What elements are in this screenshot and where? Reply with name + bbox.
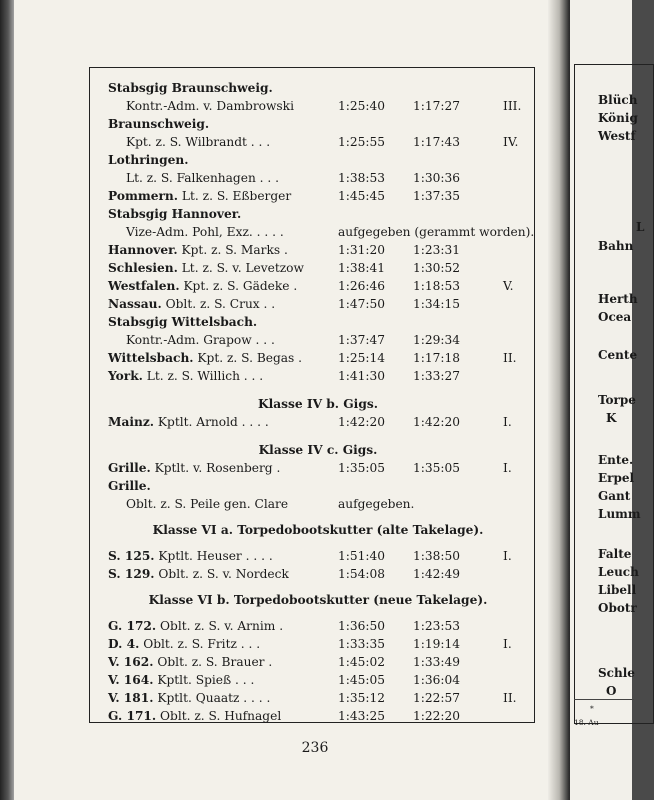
time-corrected: 1:42:20 xyxy=(413,415,460,429)
result-line xyxy=(108,495,528,513)
right-page-fragment: Falte xyxy=(598,547,632,561)
boat-name: V. 162. xyxy=(108,655,154,669)
boat-name: Hannover. xyxy=(108,243,178,257)
boat-entry xyxy=(108,205,241,223)
helmsman: Kontr.-Adm. Grapow . . . xyxy=(126,333,275,347)
result-line xyxy=(108,241,528,259)
result-line xyxy=(108,151,528,169)
right-page-footnote: * xyxy=(590,704,594,713)
time-actual: 1:38:41 xyxy=(338,261,385,275)
result-line xyxy=(108,653,528,671)
time-corrected: 1:36:04 xyxy=(413,673,460,687)
boat-entry xyxy=(108,635,260,653)
time-corrected: 1:18:53 xyxy=(413,279,460,293)
boat-entry xyxy=(108,689,270,707)
helmsman: Kptlt. Arnold . . . . xyxy=(154,415,269,429)
placing: I. xyxy=(503,549,512,563)
result-line xyxy=(108,459,528,477)
time-actual: 1:38:53 xyxy=(338,171,385,185)
boat-entry xyxy=(126,97,294,115)
result-line xyxy=(108,295,528,313)
boat-entry xyxy=(108,367,263,385)
boat-name: S. 129. xyxy=(108,567,155,581)
helmsman: Kontr.-Adm. v. Dambrowski xyxy=(126,99,294,113)
result-line xyxy=(108,205,528,223)
time-actual: 1:25:40 xyxy=(338,99,385,113)
result-line xyxy=(108,133,528,151)
helmsman: Kpt. z. S. Gädeke . xyxy=(179,279,298,293)
right-page-fragment: Westf xyxy=(598,129,636,143)
boat-entry xyxy=(126,223,284,241)
right-page-fragment: Torpe xyxy=(598,393,636,407)
boat-name: Stabsgig Hannover. xyxy=(108,207,242,221)
helmsman: Kptlt. Quaatz . . . . xyxy=(153,691,271,705)
boat-entry xyxy=(108,565,289,583)
time-actual: 1:25:55 xyxy=(338,135,385,149)
helmsman: Oblt. z. S. Fritz . . . xyxy=(139,637,261,651)
time-actual: 1:43:25 xyxy=(338,709,385,723)
boat-name: V. 181. xyxy=(108,691,154,705)
result-line xyxy=(108,79,528,97)
footnote-rule xyxy=(574,699,634,700)
time-corrected: 1:33:27 xyxy=(413,369,460,383)
right-page-fragment: Leuch xyxy=(598,565,639,579)
result-line xyxy=(108,671,528,689)
helmsman: Lt. z. S. Eßberger xyxy=(178,189,292,203)
class-heading: Klasse VI b. Torpedobootskutter (neue Takelage). xyxy=(148,593,488,607)
result-line xyxy=(108,169,528,187)
boat-name: Westfalen. xyxy=(108,279,180,293)
boat-name: Mainz. xyxy=(108,415,155,429)
boat-entry xyxy=(108,295,275,313)
time-corrected: 1:19:14 xyxy=(413,637,460,651)
right-page-fragment: Schle xyxy=(598,666,635,680)
boat-entry xyxy=(108,459,280,477)
boat-name: Stabsgig Braunschweig. xyxy=(108,81,273,95)
boat-entry xyxy=(108,547,273,565)
boat-name: Grille. xyxy=(108,479,151,493)
time-actual: 1:26:46 xyxy=(338,279,385,293)
result-line xyxy=(108,477,528,495)
placing: I. xyxy=(503,461,512,475)
boat-name: Stabsgig Wittelsbach. xyxy=(108,315,258,329)
boat-entry xyxy=(126,133,270,151)
boat-name: Schlesien. xyxy=(108,261,178,275)
result-line xyxy=(108,635,528,653)
right-page-fragment: Libell xyxy=(598,583,637,597)
result-line xyxy=(108,689,528,707)
time-corrected: 1:22:57 xyxy=(413,691,460,705)
right-page-footnote: 18. Au xyxy=(574,718,599,727)
time-corrected: 1:38:50 xyxy=(413,549,460,563)
right-page-fragment: König xyxy=(598,111,638,125)
time-corrected: 1:17:27 xyxy=(413,99,460,113)
boat-entry xyxy=(108,617,283,635)
boat-name: Lothringen. xyxy=(108,153,189,167)
result-line xyxy=(108,331,528,349)
class-heading: Klasse IV c. Gigs. xyxy=(258,443,378,457)
helmsman: Oblt. z. S. Peile gen. Clare xyxy=(126,497,289,511)
time-corrected: 1:42:49 xyxy=(413,567,460,581)
placing: II. xyxy=(503,691,517,705)
result-line xyxy=(108,97,528,115)
helmsman: Oblt. z. S. v. Nordeck xyxy=(154,567,289,581)
time-actual: 1:45:05 xyxy=(338,673,385,687)
time-corrected: 1:30:52 xyxy=(413,261,460,275)
boat-entry xyxy=(108,313,257,331)
boat-entry xyxy=(108,79,273,97)
time-actual: 1:31:20 xyxy=(338,243,385,257)
right-page-fragment: Lumm xyxy=(598,507,641,521)
time-actual: 1:25:14 xyxy=(338,351,385,365)
helmsman: Kptlt. Spieß . . . xyxy=(153,673,255,687)
result-line xyxy=(108,617,528,635)
result-line xyxy=(108,349,528,367)
placing: II. xyxy=(503,351,517,365)
time-corrected: 1:29:34 xyxy=(413,333,460,347)
helmsman: Oblt. z. S. Crux . . xyxy=(161,297,276,311)
time-actual: 1:37:47 xyxy=(338,333,385,347)
time-actual: 1:51:40 xyxy=(338,549,385,563)
right-page xyxy=(570,0,645,800)
page-number: 236 xyxy=(301,740,329,756)
right-page-fragment: Cente xyxy=(598,348,638,362)
result-line xyxy=(108,277,528,295)
boat-name: D. 4. xyxy=(108,637,140,651)
helmsman: Lt. z. S. v. Levetzow xyxy=(177,261,304,275)
placing: III. xyxy=(503,99,522,113)
boat-name: York. xyxy=(108,369,143,383)
time-corrected: 1:17:43 xyxy=(413,135,460,149)
time-corrected: 1:23:53 xyxy=(413,619,460,633)
helmsman: Kptlt. v. Rosenberg . xyxy=(150,461,281,475)
boat-name: Nassau. xyxy=(108,297,162,311)
boat-name: Wittelsbach. xyxy=(108,351,194,365)
helmsman: Kptlt. Heuser . . . . xyxy=(154,549,273,563)
placing: V. xyxy=(503,279,514,293)
time-actual: aufgegeben. xyxy=(338,497,415,511)
boat-entry xyxy=(108,707,281,725)
result-line xyxy=(108,223,535,241)
right-page-fragment: Gant xyxy=(598,489,631,503)
boat-name: Grille. xyxy=(108,461,151,475)
helmsman: Kpt. z. S. Wilbrandt . . . xyxy=(126,135,271,149)
right-page-fragment: Ocea xyxy=(598,310,632,324)
right-page-fragment: Erpel xyxy=(598,471,635,485)
boat-entry xyxy=(108,187,291,205)
boat-entry xyxy=(108,151,188,169)
right-page-fragment: Obotr xyxy=(598,601,637,615)
boat-entry xyxy=(108,241,288,259)
boat-entry xyxy=(108,115,209,133)
time-corrected: 1:23:31 xyxy=(413,243,460,257)
boat-entry xyxy=(108,259,304,277)
time-actual: 1:36:50 xyxy=(338,619,385,633)
boat-name: G. 171. xyxy=(108,709,157,723)
time-actual: 1:47:50 xyxy=(338,297,385,311)
boat-entry xyxy=(108,671,254,689)
class-heading: Klasse VI a. Torpedobootskutter (alte Takelage). xyxy=(152,523,484,537)
result-line xyxy=(108,313,528,331)
boat-name: G. 172. xyxy=(108,619,157,633)
time-actual: 1:45:02 xyxy=(338,655,385,669)
helmsman: Lt. z. S. Willich . . . xyxy=(142,369,264,383)
helmsman: Kpt. z. S. Begas . xyxy=(193,351,303,365)
result-line xyxy=(108,187,528,205)
helmsman: Lt. z. S. Falkenhagen . . . xyxy=(126,171,280,185)
time-actual: aufgegeben (gerammt worden). xyxy=(338,225,535,239)
right-page-fragment: Ente. xyxy=(598,453,634,467)
time-corrected: 1:22:20 xyxy=(413,709,460,723)
time-actual: 1:35:12 xyxy=(338,691,385,705)
time-corrected: 1:33:49 xyxy=(413,655,460,669)
helmsman: Oblt. z. S. Brauer . xyxy=(153,655,273,669)
time-corrected: 1:34:15 xyxy=(413,297,460,311)
time-actual: 1:45:45 xyxy=(338,189,385,203)
class-heading: Klasse IV b. Gigs. xyxy=(258,397,378,411)
right-page-fragment: L xyxy=(636,220,645,234)
boat-entry xyxy=(108,477,151,495)
placing: IV. xyxy=(503,135,519,149)
right-page-fragment: K xyxy=(606,411,617,425)
boat-entry xyxy=(108,653,272,671)
result-line xyxy=(108,547,528,565)
result-line xyxy=(108,259,528,277)
time-corrected: 1:37:35 xyxy=(413,189,460,203)
result-line xyxy=(108,707,528,725)
boat-entry xyxy=(108,349,302,367)
boat-name: Braunschweig. xyxy=(108,117,210,131)
helmsman: Oblt. z. S. Hufnagel xyxy=(156,709,282,723)
result-line xyxy=(108,413,528,431)
helmsman: Kpt. z. S. Marks . xyxy=(177,243,288,257)
boat-entry xyxy=(126,331,275,349)
right-page-fragment: O xyxy=(606,684,617,698)
boat-entry xyxy=(108,277,297,295)
time-corrected: 1:35:05 xyxy=(413,461,460,475)
placing: I. xyxy=(503,637,512,651)
time-actual: 1:54:08 xyxy=(338,567,385,581)
time-actual: 1:41:30 xyxy=(338,369,385,383)
right-page-fragment: Herth xyxy=(598,292,638,306)
right-page-fragment: Bahn xyxy=(598,239,634,253)
time-actual: 1:42:20 xyxy=(338,415,385,429)
boat-name: S. 125. xyxy=(108,549,155,563)
time-actual: 1:33:35 xyxy=(338,637,385,651)
time-corrected: 1:17:18 xyxy=(413,351,460,365)
boat-entry xyxy=(126,495,288,513)
boat-name: Pommern. xyxy=(108,189,179,203)
time-corrected: 1:30:36 xyxy=(413,171,460,185)
result-line xyxy=(108,565,528,583)
right-page-fragment: Blüch xyxy=(598,93,638,107)
placing: I. xyxy=(503,415,512,429)
helmsman: Oblt. z. S. v. Arnim . xyxy=(156,619,284,633)
result-line xyxy=(108,367,528,385)
boat-name: V. 164. xyxy=(108,673,154,687)
boat-entry xyxy=(108,413,269,431)
time-actual: 1:35:05 xyxy=(338,461,385,475)
boat-entry xyxy=(126,169,279,187)
helmsman: Vize-Adm. Pohl, Exz. . . . . xyxy=(126,225,284,239)
result-line xyxy=(108,115,528,133)
